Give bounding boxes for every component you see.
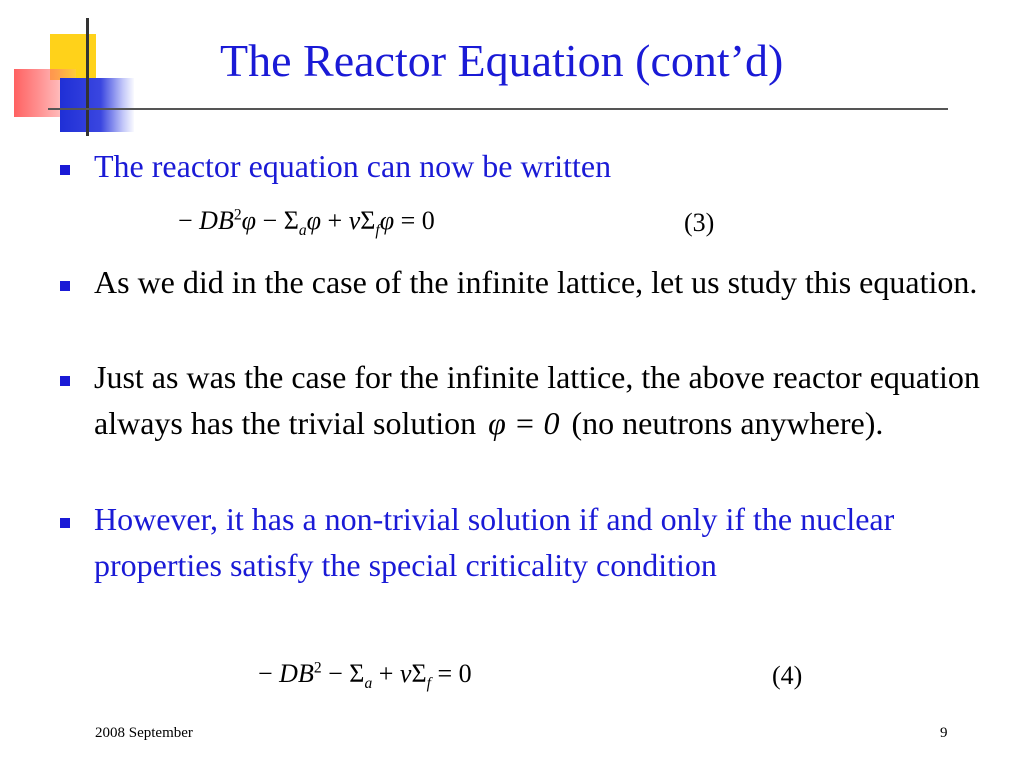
bullet-3-text [94, 354, 994, 446]
bullet-icon [60, 518, 70, 528]
footer-date: 2008 September [95, 725, 193, 741]
page-number: 9 [940, 725, 948, 741]
bullet-icon [60, 165, 70, 175]
equation-4: − $DB^2 - \Sigma_a + \nu\Sigma_f = 0$ [258, 659, 472, 693]
equation-3: − $DB^2\varphi - \Sigma_a\varphi + \nu\Sigma_f\varphi = 0$ [178, 206, 435, 240]
slide-title: The Reactor Equation (cont’d) [220, 35, 784, 86]
bullet-3-text-after: (no neutrons anywhere). [571, 405, 884, 441]
bullet-4-text: However, it has a non-trivial solution if and only if the nuclear properties satisfy the special criticality condition [94, 501, 895, 583]
bullet-1-text: The reactor equation can now be written [94, 148, 612, 184]
equation-4-number: (4) [772, 661, 803, 690]
bullet-3-text-before: Just as was the case for the infinite lattice, the above reactor equation always has the trivial solution [94, 359, 980, 441]
title-underline [48, 108, 948, 110]
bullet-icon [60, 281, 70, 291]
logo-vertical-line [86, 18, 89, 136]
equation-3-number: (3) [684, 208, 715, 237]
bullet-2-text: As we did in the case of the infinite lattice, let us study this equation. [94, 264, 978, 300]
logo-blue-square [60, 78, 134, 132]
bullet-3-math: φ = 0 [488, 405, 560, 441]
bullet-icon [60, 376, 70, 386]
